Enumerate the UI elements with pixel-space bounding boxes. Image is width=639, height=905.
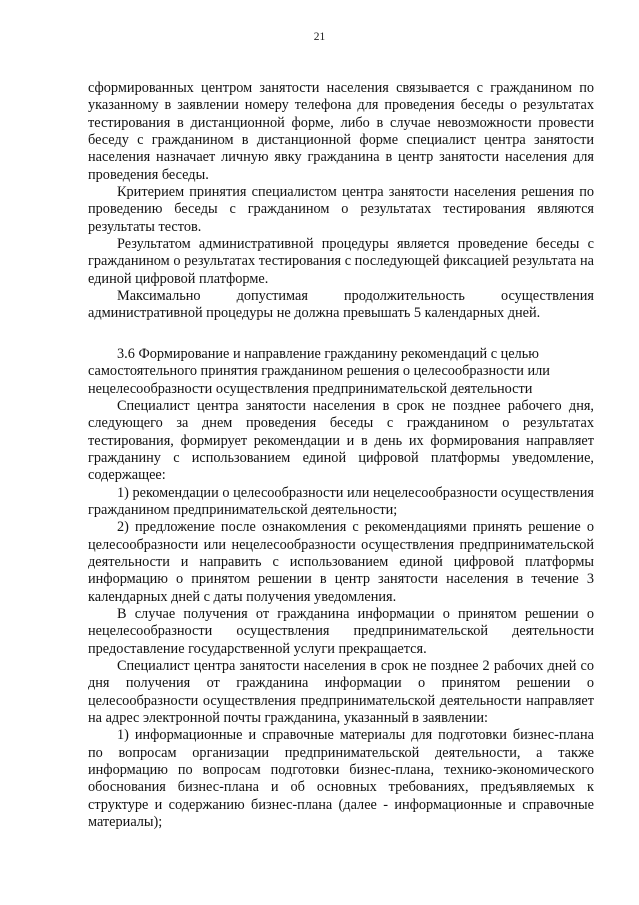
list-item-1: 1) рекомендации о целесообразности или нецелесообразности осуществления гражданином предпринимательской деятельности; bbox=[88, 484, 594, 518]
section-spacer bbox=[88, 323, 594, 346]
paragraph-continuation: сформированных центром занятости населения связывается с гражданином по указанному в заявлении номеру телефона для проведения беседы о результатах тестирования в дистанционной форме, либо в случае невозможности провести беседу с гражданином в дистанционной форме специалист центра занятости населения назначает личную явку гражданина в центр занятости населения для проведения беседы. bbox=[88, 80, 594, 183]
paragraph-termination: В случае получения от гражданина информации о принятом решении о нецелесообразности осуществления предпринимательской деятельности предоставление государственной услуги прекращается. bbox=[88, 605, 594, 657]
paragraph-duration: Максимально допустимая продолжительность осуществления административной процедуры не должна превышать 5 календарных дней. bbox=[88, 288, 594, 322]
paragraph-criterion: Критерием принятия специалистом центра занятости населения решения по проведению беседы с гражданином о результатах тестирования являются результаты тестов. bbox=[88, 184, 594, 235]
page-number: 21 bbox=[313, 31, 326, 43]
list-item-materials: 1) информационные и справочные материалы для подготовки бизнес-плана по вопросам организации предпринимательской деятельности, а также информацию по вопросам подготовки бизнес-плана, технико-экономического обоснования бизнес-плана и об основных требованиях, предъявляемых к структуре и содержанию бизнес-плана (далее - информационные и справочные материалы); bbox=[88, 727, 594, 831]
paragraph-email: Специалист центра занятости населения в срок не позднее 2 рабочих дней со дня получения от гражданина информации о принятом решении о целесообразности осуществления предпринимательской деятельности направляет на адрес электронной почты гражданина, указанный в заявлении: bbox=[88, 658, 594, 727]
document-body bbox=[88, 80, 594, 831]
section-heading: 3.6 Формирование и направление гражданину рекомендаций с целью самостоятельного принятия гражданином решения о целесообразности или нецелесообразности осуществления предпринимательской деятельности bbox=[88, 345, 550, 397]
list-item-2: 2) предложение после ознакомления с рекомендациями принять решение о целесообразности или нецелесообразности осуществления предпринимательской деятельности и направить с использованием единой цифровой платформы информацию о принятом решении в центр занятости населения в течение 3 календарных дней с даты получения уведомления. bbox=[88, 519, 594, 605]
paragraph-result: Результатом административной процедуры является проведение беседы с гражданином о результатах тестирования с последующей фиксацией результата на единой цифровой платформе. bbox=[88, 236, 594, 287]
paragraph-recommendations: Специалист центра занятости населения в срок не позднее рабочего дня, следующего за днем проведения беседы с гражданином о результатах тестирования, формирует рекомендации и в день их формирования направляет гражданину с использованием единой цифровой платформы уведомление, содержащее: bbox=[88, 397, 594, 484]
